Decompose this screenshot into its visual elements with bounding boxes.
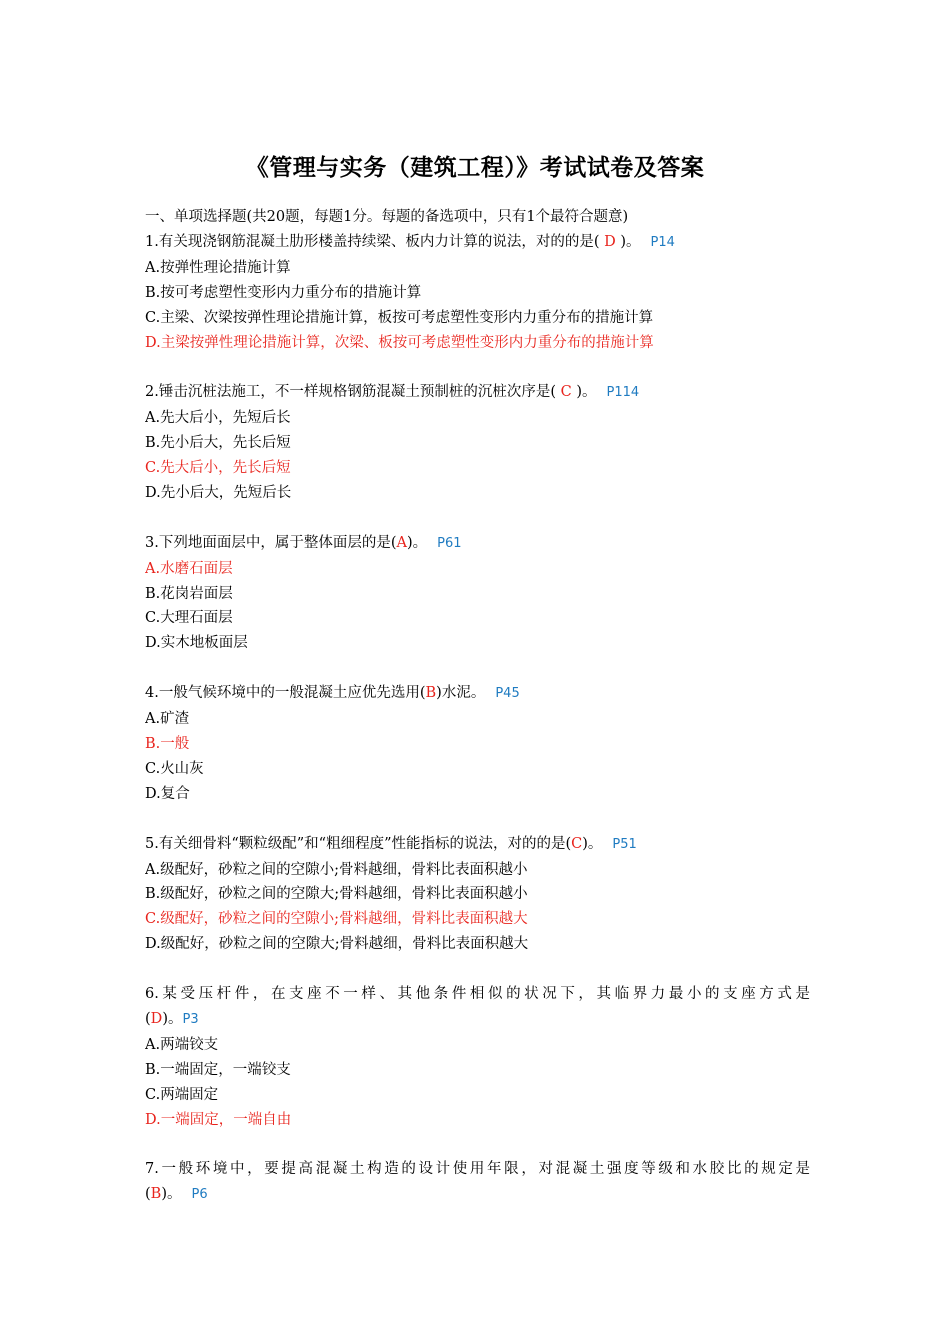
option-item: C.火山灰: [145, 760, 204, 777]
option-item-correct: C.级配好，砂粒之间的空隙小;骨料越细，骨料比表面积越大: [145, 911, 528, 928]
option-item-correct: A.水磨石面层: [145, 560, 233, 577]
option-item: A.按弹性理论措施计算: [145, 259, 291, 276]
option-item-correct: C.先大后小，先长后短: [145, 460, 291, 477]
option-item: D.复合: [145, 785, 190, 802]
page-reference: P45: [495, 686, 520, 702]
document-title: 《管理与实务（建筑工程）》考试试卷及答案: [245, 154, 705, 181]
document-body: [145, 205, 810, 1208]
option-item: D.级配好，砂粒之间的空隙大;骨料越细，骨料比表面积越大: [145, 936, 529, 953]
option-item: B.一端固定，一端铰支: [145, 1061, 291, 1078]
page-reference: P51: [612, 836, 637, 852]
answer-marker: D: [150, 1010, 163, 1027]
section-heading: 一、单项选择题(共20题，每题1分。每题的备选项中，只有1个最符合题意): [145, 209, 629, 225]
page-reference: P61: [437, 535, 462, 551]
option-item: B.先小后大，先长后短: [145, 435, 291, 452]
question-stem-continuation: (B)。 P6: [145, 1186, 208, 1203]
answer-marker: D: [599, 233, 621, 250]
option-item: C.两端固定: [145, 1086, 219, 1103]
answer-marker: C: [571, 835, 583, 852]
page-reference: P114: [606, 385, 640, 401]
question-stem: 7.一般环境中，要提高混凝土构造的设计使用年限，对混凝土强度等级和水胶比的规定是: [145, 1161, 810, 1178]
answer-marker: B: [150, 1186, 162, 1203]
option-item: D.先小后大，先短后长: [145, 484, 292, 501]
answer-marker: C: [556, 384, 577, 401]
page-reference: P3: [182, 1011, 199, 1027]
option-item: A.先大后小，先短后长: [145, 410, 291, 427]
option-item: C.大理石面层: [145, 610, 233, 627]
page-reference: P6: [191, 1187, 208, 1203]
option-item: C.主梁、次梁按弹性理论措施计算，板按可考虑塑性变形内力重分布的措施计算: [145, 309, 654, 326]
question-stem: 5.有关细骨料“颗粒级配”和“粗细程度”性能指标的说法，对的的是(C)。 P51: [145, 835, 637, 852]
question-stem: 6.某受压杆件，在支座不一样、其他条件相似的状况下，其临界力最小的支座方式是: [145, 986, 810, 1003]
option-item-correct: B.一般: [145, 735, 190, 752]
question-stem: 1.有关现浇钢筋混凝土肋形楼盖持续梁、板内力计算的说法，对的的是( D )。 P14: [145, 233, 675, 250]
question-stem-continuation: (D)。P3: [145, 1010, 199, 1027]
option-item: B.级配好，砂粒之间的空隙大;骨料越细，骨料比表面积越小: [145, 886, 528, 903]
option-item-correct: D.一端固定，一端自由: [145, 1111, 292, 1128]
question-stem: 3.下列地面面层中，属于整体面层的是(A)。 P61: [145, 534, 462, 551]
option-item-correct: D.主梁按弹性理论措施计算，次梁、板按可考虑塑性变形内力重分布的措施计算: [145, 334, 654, 351]
option-item: A.矿渣: [145, 711, 190, 728]
option-item: B.花岗岩面层: [145, 585, 233, 602]
option-item: B.按可考虑塑性变形内力重分布的措施计算: [145, 284, 422, 301]
page-reference: P14: [650, 234, 675, 250]
question-stem: 2.锤击沉桩法施工，不一样规格钢筋混凝土预制桩的沉桩次序是( C )。 P114: [145, 384, 640, 401]
question-stem: 4.一般气候环境中的一般混凝土应优先选用(B)水泥。 P45: [145, 685, 520, 702]
option-item: D.实木地板面层: [145, 635, 248, 652]
option-item: A.级配好，砂粒之间的空隙小;骨料越细，骨料比表面积越小: [145, 861, 528, 878]
option-item: A.两端铰支: [145, 1036, 219, 1053]
answer-marker: A: [396, 534, 407, 551]
answer-marker: B: [425, 685, 437, 702]
